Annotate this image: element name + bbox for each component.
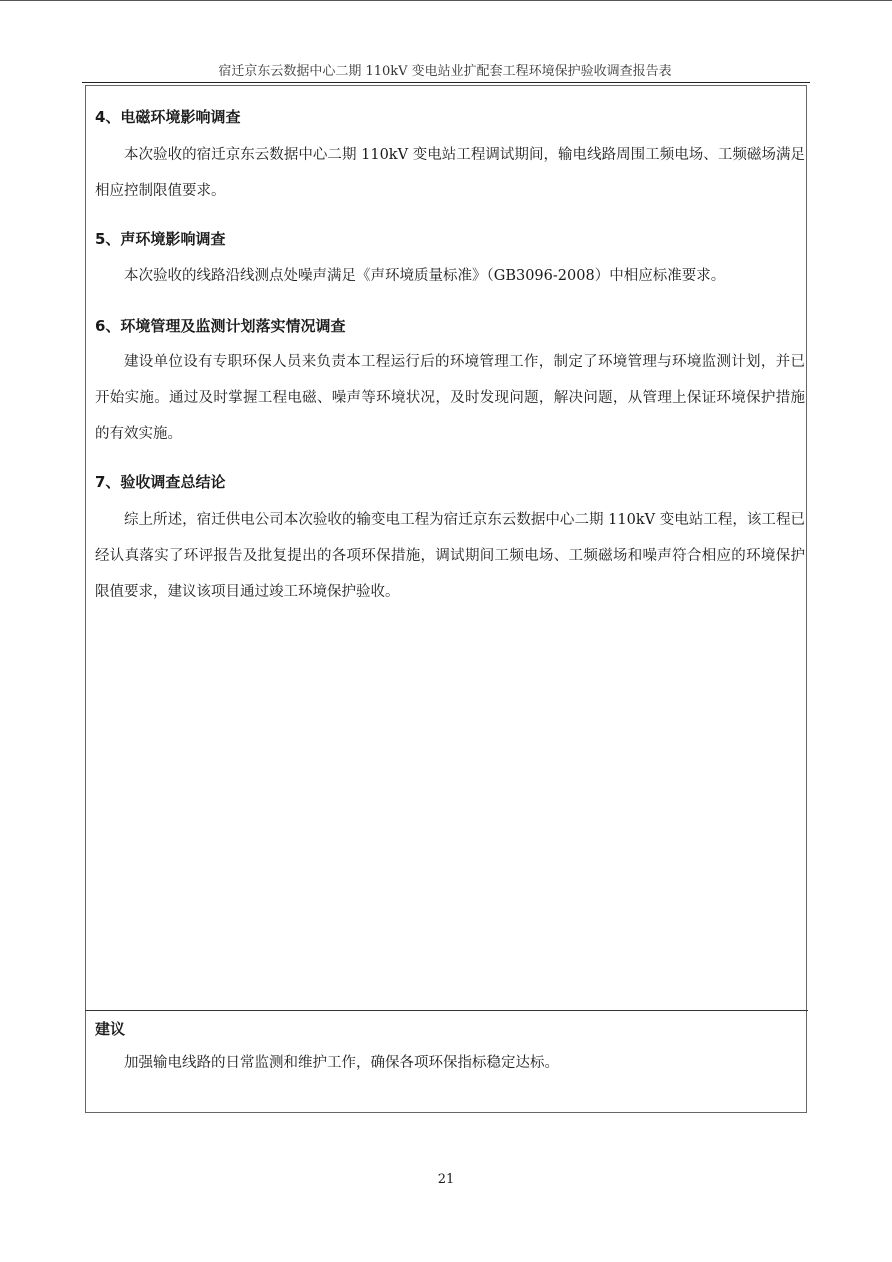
section-heading-management: 6、环境管理及监测计划落实情况调查 [95,317,346,335]
section-heading-conclusion: 7、验收调查总结论 [95,473,226,491]
section-text-management: 建设单位设有专职环保人员来负责本工程运行后的环境管理工作，制定了环境管理与环境监测计划，并已开始实施。通过及时掌握工程电磁、噪声等环境状况，及时发现问题，解决问题，从管理上保证环境保护措施的有效实施。 [95,354,805,442]
section-text-conclusion: 综上所述，宿迁供电公司本次验收的输变电工程为宿迁京东云数据中心二期 110kV 变电站工程，该工程已经认真落实了环评报告及批复提出的各项环保措施，调试期间工频电场、工频磁场和噪声符合相应的环境保护限值要求，建议该项目通过竣工环境保护验收。 [95,512,805,600]
suggestion-text: 加强输电线路的日常监测和维护工作，确保各项环保指标稳定达标。 [124,1055,559,1071]
section-text-acoustic: 本次验收的线路沿线测点处噪声满足《声环境质量标准》（GB3096-2008）中相应标准要求。 [124,268,726,284]
document-header: 宿迁京东云数据中心二期 110kV 变电站业扩配套工程环境保护验收调查报告表 [218,64,672,79]
table-divider [85,1010,808,1011]
section-text-electromagnetic: 本次验收的宿迁京东云数据中心二期 110kV 变电站工程调试期间，输电线路周围工频电场、工频磁场满足相应控制限值要求。 [95,147,805,199]
page-number: 21 [437,1172,455,1187]
section-heading-electromagnetic: 4、电磁环境影响调查 [95,108,241,126]
suggestion-heading: 建议 [95,1020,126,1038]
section-heading-acoustic: 5、声环境影响调查 [95,230,226,248]
top-border-line [0,0,892,1]
header-rule [82,82,810,83]
